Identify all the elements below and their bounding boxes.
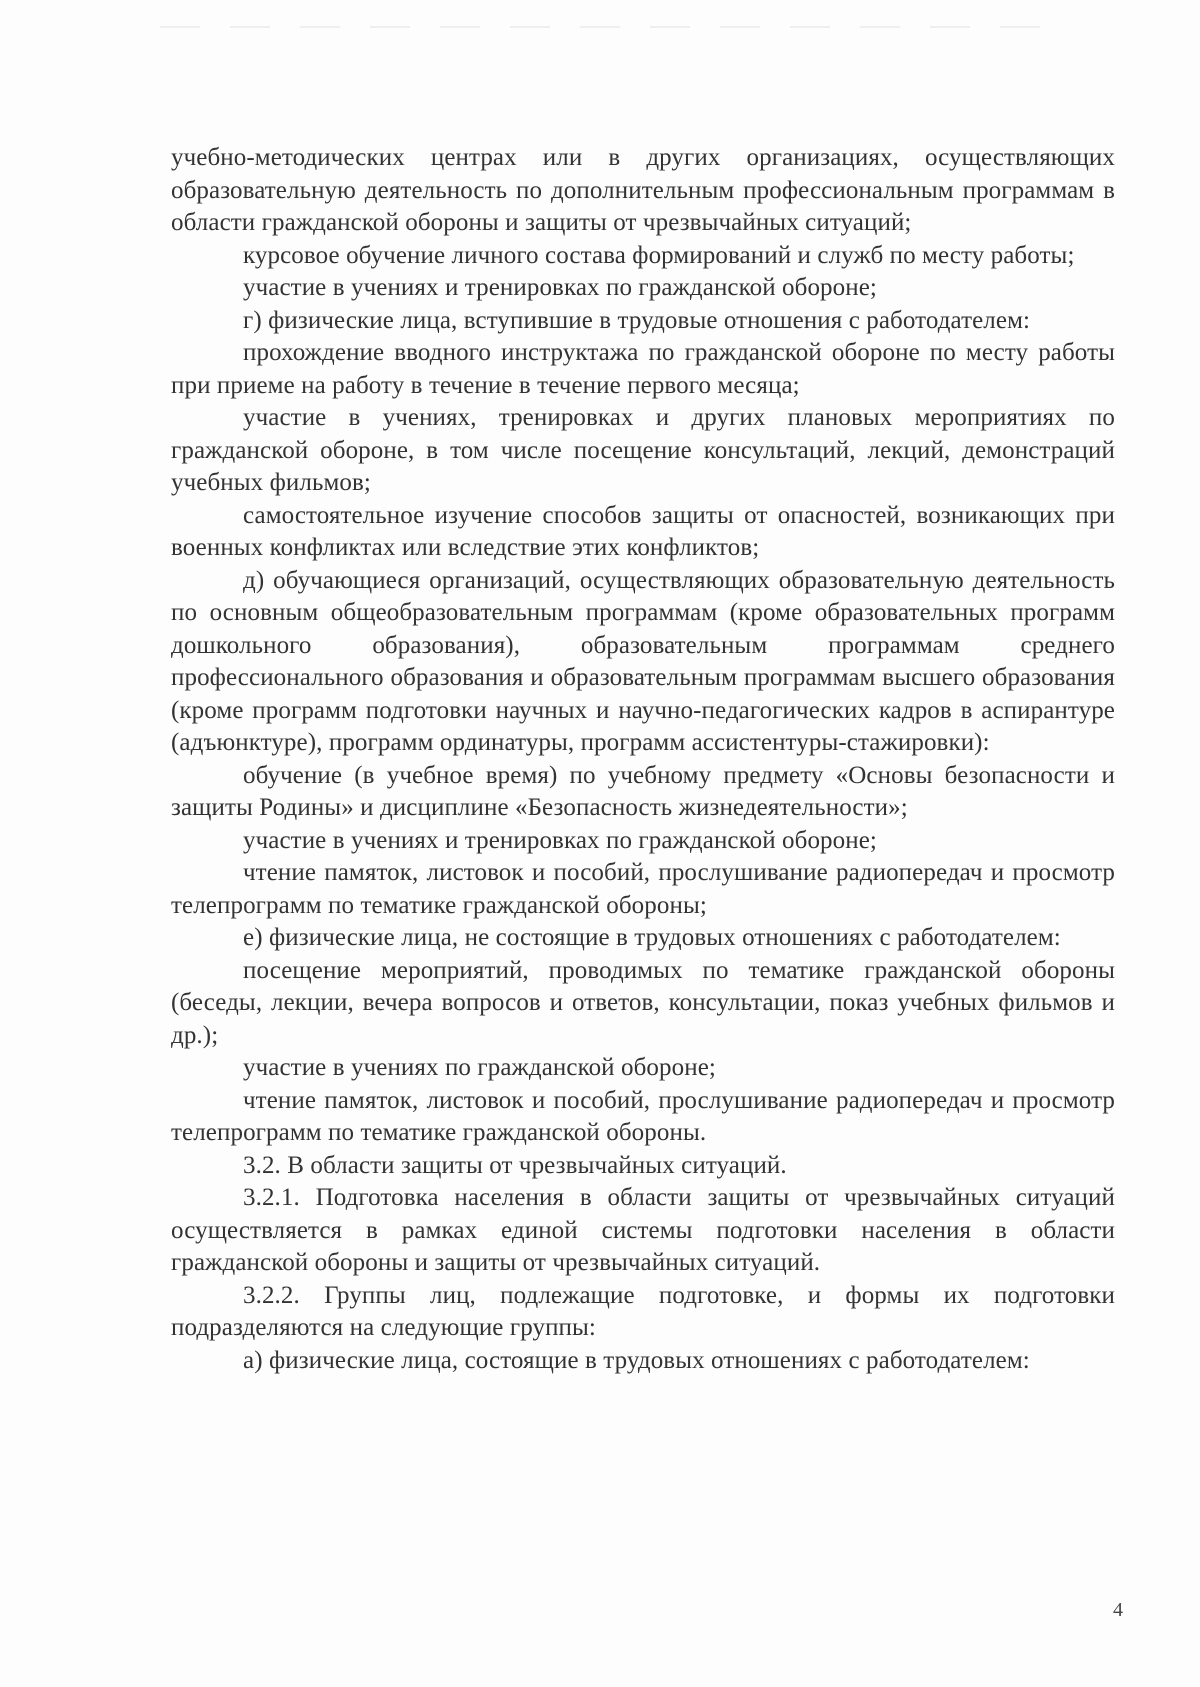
page-number: 4 [1113,1599,1123,1621]
paragraph: обучение (в учебное время) по учебному предмету «Основы безопасности и защиты Родины» и дисциплине «Безопасность жизнедеятельности»; [171,761,1115,821]
scan-artifact [160,26,1060,28]
paragraph: а) физические лица, состоящие в трудовых отношениях с работодателем: [243,1346,1030,1374]
paragraph: чтение памяток, листовок и пособий, прослушивание радиопередач и просмотр телепрограмм по тематике гражданской обороны; [171,859,1115,919]
paragraph: учебно-методических центрах или в других организациях, осуществляющих образовательную деятельность по дополнительным профессиональным программам в области гражданской обороны и защиты от чрезвычайных ситуаций; [171,144,1115,236]
paragraph: участие в учениях по гражданской обороне; [243,1054,716,1081]
paragraph: 3.2.2. Группы лиц, подлежащие подготовке, и формы их подготовки подразделяются на следующие группы: [171,1281,1115,1341]
paragraph: участие в учениях и тренировках по гражданской обороне; [243,274,877,301]
paragraph: самостоятельное изучение способов защиты от опасностей, возникающих при военных конфликтах или вследствие этих конфликтов; [171,501,1115,561]
paragraph: е) физические лица, не состоящие в трудовых отношениях с работодателем: [243,924,1061,951]
paragraph: г) физические лица, вступившие в трудовые отношения с работодателем: [243,306,1031,334]
paragraph: чтение памяток, листовок и пособий, прослушивание радиопередач и просмотр телепрограмм по тематике гражданской обороны. [171,1086,1115,1146]
section-heading: 3.2. В области защиты от чрезвычайных ситуаций. [243,1151,787,1179]
paragraph: участие в учениях, тренировках и других плановых мероприятиях по гражданской обороне, в том числе посещение консультаций, лекций, демонстраций учебных фильмов; [171,404,1115,496]
paragraph: д) обучающиеся организаций, осуществляющих образовательную деятельность по основным общеобразовательным программам (кроме образовательных программ дошкольного образования), образовательным программам среднего профессионального образования и образовательным программам высшего образования (кроме программ подготовки научных и научно-педагогических кадров в аспирантуре (адъюнктуре), программ ординатуры, программ ассистентуры-стажировки): [171,566,1115,756]
paragraph: прохождение вводного инструктажа по гражданской обороне по месту работы при приеме на работу в течение в течение первого месяца; [171,339,1115,399]
paragraph: 3.2.1. Подготовка населения в области защиты от чрезвычайных ситуаций осуществляется в рамках единой системы подготовки населения в области гражданской обороны и защиты от чрезвычайных ситуаций. [171,1184,1115,1276]
paragraph: курсовое обучение личного состава формирований и служб по месту работы; [243,241,1075,269]
paragraph: участие в учениях и тренировках по гражданской обороне; [243,826,877,854]
paragraph: посещение мероприятий, проводимых по тематике гражданской обороны (беседы, лекции, вечера вопросов и ответов, консультации, показ учебных фильмов и др.); [171,956,1115,1049]
document-body [171,142,1115,1377]
